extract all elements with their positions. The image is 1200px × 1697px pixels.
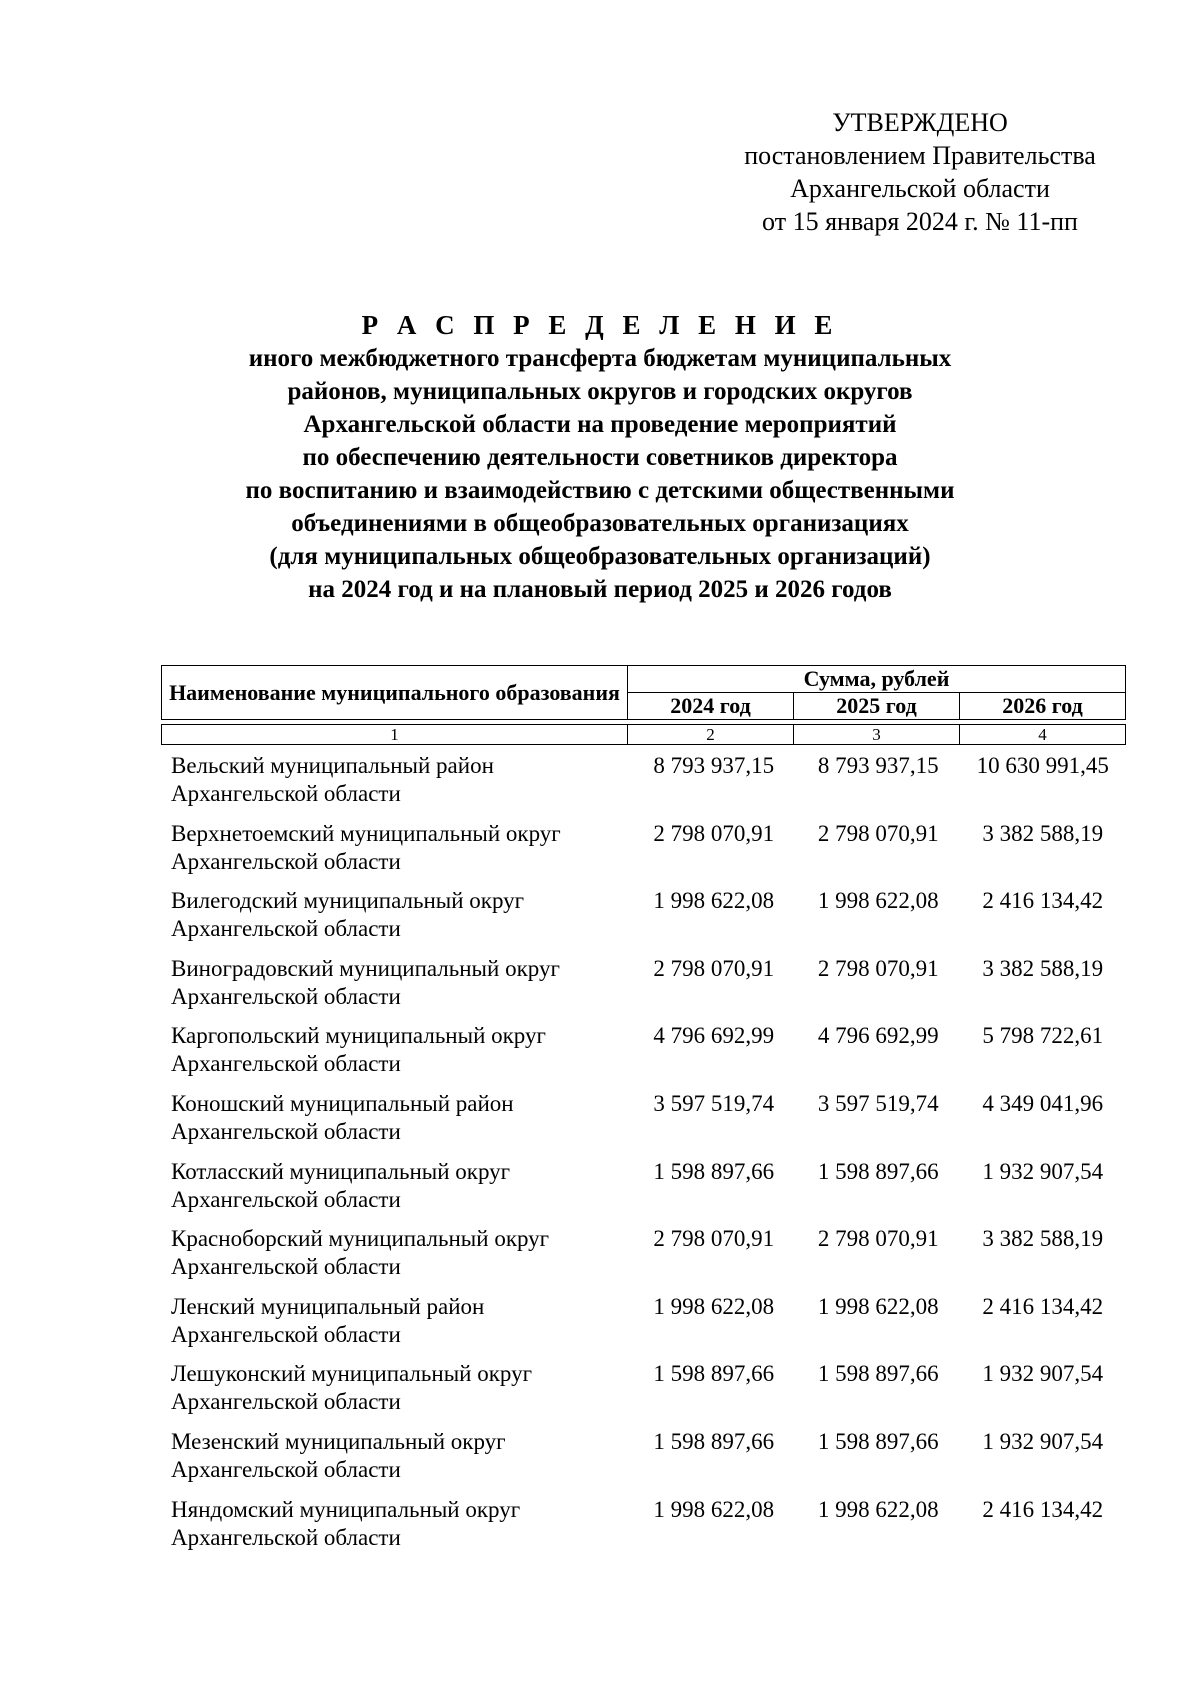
amount-2026: 1 932 907,54 <box>982 1428 1104 1454</box>
municipality-name <box>161 1293 630 1361</box>
table-row <box>161 1158 1125 1226</box>
amount-2025: 2 798 070,91 <box>817 1226 939 1252</box>
amount-2024: 1 598 897,66 <box>653 1428 775 1454</box>
approval-line: постановлением Правительства <box>744 141 1096 170</box>
municipality-name-line: Котласский муниципальный округ <box>171 1158 511 1184</box>
header-year-2025: 2025 год <box>794 693 960 720</box>
table-row <box>161 1090 1125 1158</box>
amount-2026: 2 416 134,42 <box>982 888 1104 914</box>
table-body <box>161 752 1125 1563</box>
table-row <box>161 955 1125 1023</box>
municipality-name <box>161 1090 630 1158</box>
amount-2025: 2 798 070,91 <box>817 820 939 846</box>
municipality-name-line: Вельский муниципальный район <box>171 753 494 778</box>
amount-2025: 1 998 622,08 <box>817 1293 939 1319</box>
amount-2024: 4 796 692,99 <box>653 1023 775 1049</box>
column-number: 3 <box>794 725 960 745</box>
municipality-name <box>161 955 630 1023</box>
approval-stamp <box>700 106 1140 238</box>
amount-2025: 1 598 897,66 <box>817 1158 939 1184</box>
municipality-region-line: Архангельской области <box>171 1389 401 1415</box>
amount-2026: 1 932 907,54 <box>982 1361 1104 1387</box>
municipality-region-line: Архангельской области <box>171 1321 401 1347</box>
amount-2024: 1 998 622,08 <box>653 1496 775 1522</box>
title-subtitle <box>100 342 1100 606</box>
subtitle-line: объединениями в общеобразовательных организациях <box>291 510 909 537</box>
municipality-region-line: Архангельской области <box>171 916 401 942</box>
municipality-name <box>161 1225 630 1293</box>
municipality-region-line: Архангельской области <box>171 1254 401 1280</box>
municipality-region-line: Архангельской области <box>171 1051 401 1077</box>
header-municipality: Наименование муниципального образования <box>162 666 628 720</box>
document-title <box>100 308 1100 606</box>
municipality-region-line: Архангельской области <box>171 1118 401 1144</box>
amount-2026: 4 349 041,96 <box>982 1090 1104 1116</box>
municipality-region-line: Архангельской области <box>171 1186 401 1212</box>
municipality-name-line: Вилегодский муниципальный округ <box>171 888 525 914</box>
table-row <box>161 820 1125 888</box>
approval-date: от 15 января 2024 г. № 11-пп <box>762 207 1078 236</box>
municipality-name-line: Красноборский муниципальный округ <box>171 1226 550 1252</box>
amount-2026: 1 932 907,54 <box>982 1158 1104 1184</box>
subtitle-line: (для муниципальных общеобразовательных организаций) <box>269 543 931 570</box>
municipality-name <box>161 1496 630 1564</box>
municipality-name-line: Виноградовский муниципальный округ <box>171 955 560 981</box>
municipality-region-line: Архангельской области <box>171 1524 401 1550</box>
amount-2025: 3 597 519,74 <box>817 1090 939 1116</box>
amount-2024: 3 597 519,74 <box>653 1090 775 1116</box>
municipality-name <box>161 1158 630 1226</box>
amount-2025: 1 598 897,66 <box>817 1428 939 1454</box>
subtitle-line: Архангельской области на проведение мероприятий <box>303 411 897 438</box>
municipality-name <box>161 820 630 888</box>
table-row <box>161 1293 1125 1361</box>
subtitle-line: по воспитанию и взаимодействию с детскими общественными <box>245 477 955 504</box>
amount-2025: 1 998 622,08 <box>817 1496 939 1522</box>
approval-heading: УТВЕРЖДЕНО <box>832 108 1008 137</box>
amount-2024: 1 998 622,08 <box>653 1293 775 1319</box>
table-row <box>161 887 1125 955</box>
amount-2024: 1 598 897,66 <box>653 1361 775 1387</box>
municipality-name-line: Коношский муниципальный район <box>171 1090 514 1116</box>
subtitle-line: на 2024 год и на плановый период 2025 и 2026 годов <box>308 576 892 603</box>
subtitle-line: иного межбюджетного трансферта бюджетам муниципальных <box>248 345 952 372</box>
table-row <box>161 1496 1125 1564</box>
municipality-region-line: Архангельской области <box>171 1456 401 1482</box>
amount-2024: 8 793 937,15 <box>653 753 775 778</box>
subtitle-line: районов, муниципальных округов и городских округов <box>287 378 913 405</box>
amount-2024: 2 798 070,91 <box>653 955 775 981</box>
column-number: 1 <box>162 725 628 745</box>
municipality-name-line: Каргопольский муниципальный округ <box>171 1023 546 1049</box>
title-main: Р А С П Р Е Д Е Л Е Н И Е <box>361 310 839 340</box>
amount-2026: 10 630 991,45 <box>976 753 1109 778</box>
municipality-name <box>161 1022 630 1090</box>
municipality-name <box>161 1428 630 1496</box>
amount-2024: 1 998 622,08 <box>653 888 775 914</box>
table-row <box>161 752 1125 820</box>
table-header <box>161 665 1126 745</box>
table-row <box>161 1225 1125 1293</box>
table-row <box>161 1428 1125 1496</box>
municipality-region-line: Архангельской области <box>171 781 401 806</box>
header-year-2026: 2026 год <box>960 693 1126 720</box>
amount-2024: 1 598 897,66 <box>653 1158 775 1184</box>
amount-2026: 3 382 588,19 <box>982 820 1104 846</box>
column-number: 2 <box>628 725 794 745</box>
amount-2025: 8 793 937,15 <box>817 753 939 778</box>
subtitle-line: по обеспечению деятельности советников директора <box>302 444 898 471</box>
municipality-name-line: Мезенский муниципальный округ <box>171 1428 506 1454</box>
municipality-region-line: Архангельской области <box>171 848 401 874</box>
municipality-name-line: Ленский муниципальный район <box>171 1293 485 1319</box>
header-year-2024: 2024 год <box>628 693 794 720</box>
amount-2026: 2 416 134,42 <box>982 1293 1104 1319</box>
municipality-name <box>161 1360 630 1428</box>
table-row <box>161 1022 1125 1090</box>
approval-line: Архангельской области <box>790 174 1050 203</box>
municipality-name <box>161 752 630 820</box>
amount-2024: 2 798 070,91 <box>653 820 775 846</box>
municipality-name-line: Лешуконский муниципальный округ <box>171 1361 533 1387</box>
amount-2025: 2 798 070,91 <box>817 955 939 981</box>
municipality-name-line: Верхнетоемский муниципальный округ <box>171 820 561 846</box>
amount-2025: 1 998 622,08 <box>817 888 939 914</box>
municipality-name-line: Няндомский муниципальный округ <box>171 1496 521 1522</box>
amount-2025: 1 598 897,66 <box>817 1361 939 1387</box>
header-sum: Сумма, рублей <box>628 666 1126 693</box>
amount-2025: 4 796 692,99 <box>817 1023 939 1049</box>
column-number: 4 <box>960 725 1126 745</box>
amount-2024: 2 798 070,91 <box>653 1226 775 1252</box>
amount-2026: 2 416 134,42 <box>982 1496 1104 1522</box>
municipality-name <box>161 887 630 955</box>
amount-2026: 5 798 722,61 <box>982 1023 1104 1049</box>
amount-2026: 3 382 588,19 <box>982 955 1104 981</box>
municipality-region-line: Архангельской области <box>171 983 401 1009</box>
amount-2026: 3 382 588,19 <box>982 1226 1104 1252</box>
table-row <box>161 1360 1125 1428</box>
